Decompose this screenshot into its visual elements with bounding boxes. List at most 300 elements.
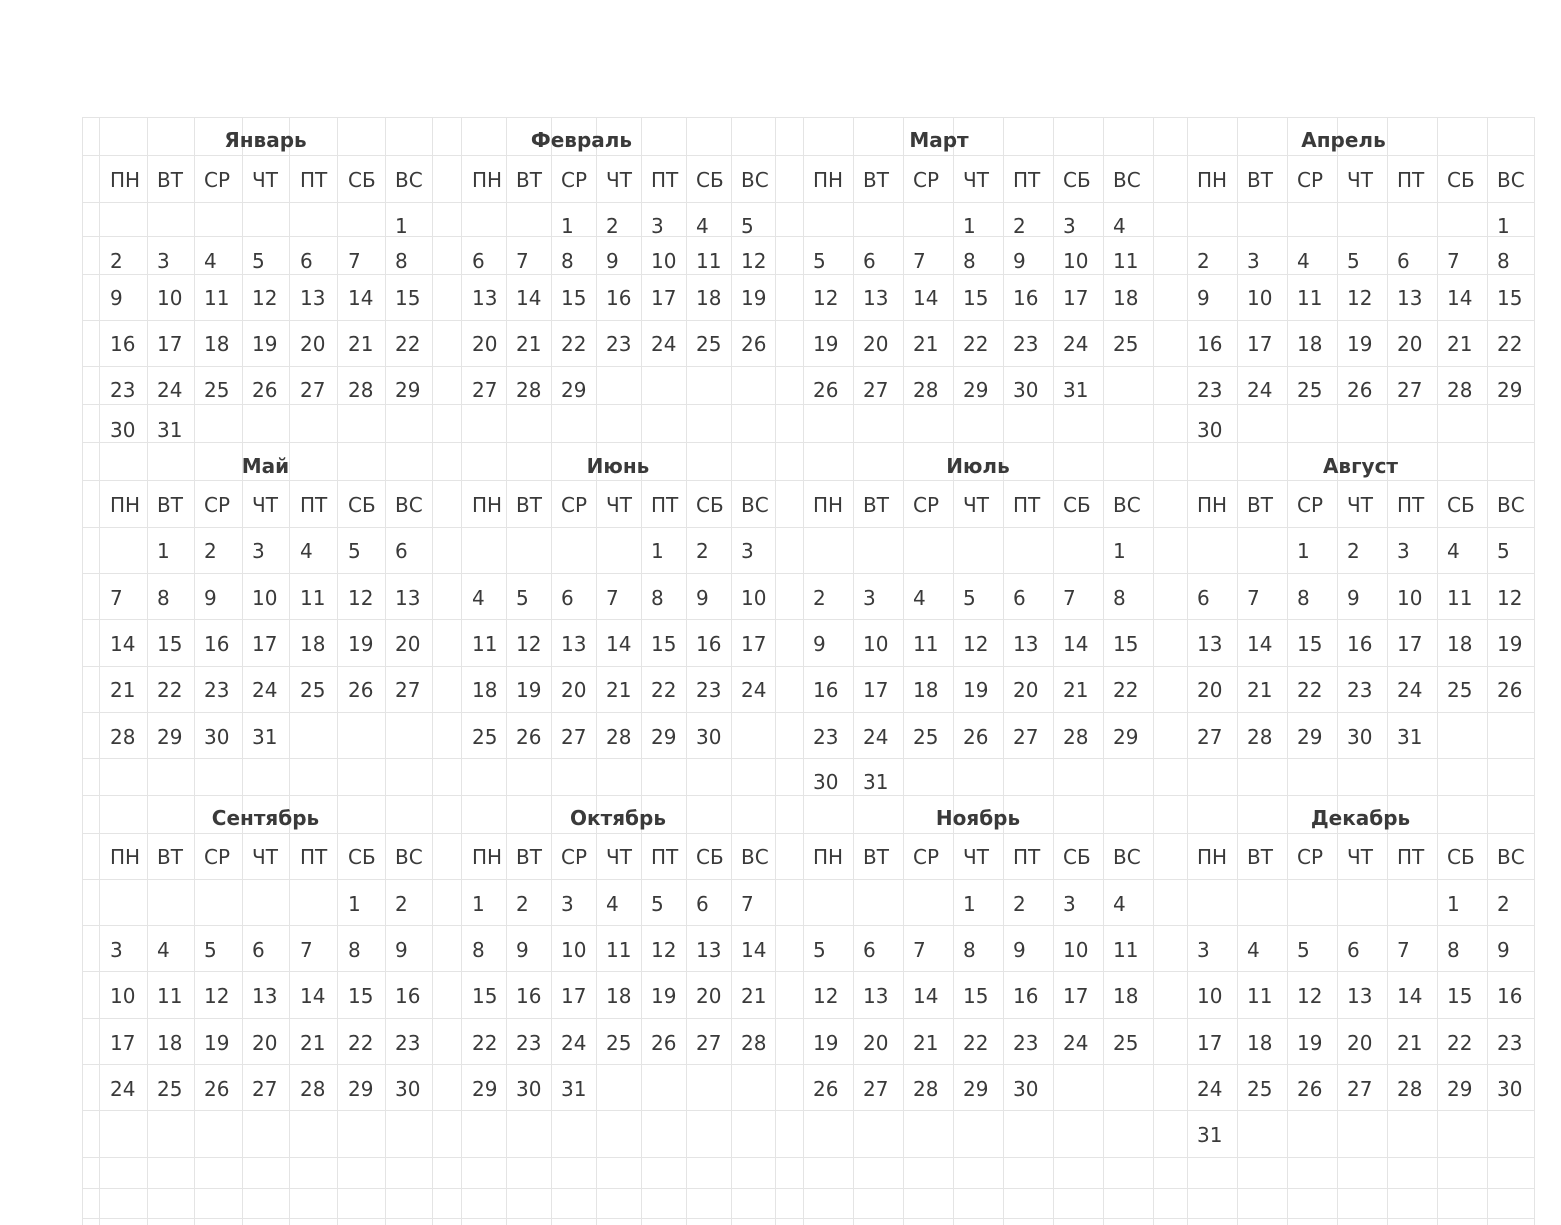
day-cell: 2 bbox=[204, 539, 217, 563]
day-cell: 8 bbox=[651, 586, 664, 610]
day-cell: 9 bbox=[606, 249, 619, 273]
day-cell: 19 bbox=[651, 984, 677, 1008]
day-cell: 16 bbox=[204, 632, 230, 656]
day-cell: 14 bbox=[1447, 286, 1473, 310]
day-cell: 9 bbox=[813, 632, 826, 656]
day-cell: 31 bbox=[157, 418, 183, 442]
day-cell: 16 bbox=[1197, 332, 1223, 356]
day-cell: 16 bbox=[606, 286, 632, 310]
day-cell: 22 bbox=[1113, 678, 1139, 702]
day-cell: 22 bbox=[395, 332, 421, 356]
weekday-header: СБ bbox=[696, 493, 724, 517]
day-cell: 10 bbox=[1063, 938, 1089, 962]
weekday-header: СБ bbox=[1447, 168, 1475, 192]
weekday-header: ПН bbox=[472, 493, 503, 517]
grid-line bbox=[432, 117, 433, 1225]
day-cell: 22 bbox=[472, 1031, 498, 1055]
day-cell: 12 bbox=[1497, 586, 1523, 610]
month-title: Март bbox=[909, 128, 969, 152]
month-title: Декабрь bbox=[1310, 806, 1411, 830]
day-cell: 8 bbox=[395, 249, 408, 273]
day-cell: 6 bbox=[561, 586, 574, 610]
day-cell: 4 bbox=[913, 586, 926, 610]
day-cell: 25 bbox=[1113, 332, 1139, 356]
day-cell: 14 bbox=[516, 286, 542, 310]
day-cell: 6 bbox=[1397, 249, 1410, 273]
grid-line bbox=[1287, 117, 1288, 1225]
day-cell: 11 bbox=[1113, 249, 1139, 273]
day-cell: 10 bbox=[1247, 286, 1273, 310]
day-cell: 12 bbox=[204, 984, 230, 1008]
weekday-header: СР bbox=[204, 493, 231, 517]
day-cell: 20 bbox=[863, 1031, 889, 1055]
day-cell: 29 bbox=[348, 1077, 374, 1101]
day-cell: 12 bbox=[813, 984, 839, 1008]
day-cell: 6 bbox=[395, 539, 408, 563]
day-cell: 22 bbox=[157, 678, 183, 702]
day-cell: 31 bbox=[252, 725, 278, 749]
day-cell: 20 bbox=[472, 332, 498, 356]
day-cell: 3 bbox=[110, 938, 123, 962]
day-cell: 12 bbox=[348, 586, 374, 610]
day-cell: 11 bbox=[1447, 586, 1473, 610]
day-cell: 27 bbox=[472, 378, 498, 402]
day-cell: 18 bbox=[157, 1031, 183, 1055]
day-cell: 3 bbox=[1063, 892, 1076, 916]
day-cell: 5 bbox=[813, 938, 826, 962]
day-cell: 27 bbox=[1347, 1077, 1373, 1101]
day-cell: 5 bbox=[1347, 249, 1360, 273]
day-cell: 29 bbox=[1113, 725, 1139, 749]
day-cell: 10 bbox=[741, 586, 767, 610]
day-cell: 24 bbox=[1247, 378, 1273, 402]
day-cell: 30 bbox=[1497, 1077, 1523, 1101]
day-cell: 20 bbox=[561, 678, 587, 702]
grid-line bbox=[82, 1018, 1534, 1019]
grid-line bbox=[337, 117, 338, 1225]
weekday-header: СР bbox=[913, 493, 940, 517]
day-cell: 25 bbox=[1113, 1031, 1139, 1055]
day-cell: 7 bbox=[348, 249, 361, 273]
day-cell: 9 bbox=[1197, 286, 1210, 310]
day-cell: 29 bbox=[651, 725, 677, 749]
day-cell: 7 bbox=[1063, 586, 1076, 610]
day-cell: 13 bbox=[863, 286, 889, 310]
day-cell: 14 bbox=[1397, 984, 1423, 1008]
day-cell: 25 bbox=[157, 1077, 183, 1101]
day-cell: 10 bbox=[252, 586, 278, 610]
day-cell: 13 bbox=[1397, 286, 1423, 310]
grid-line bbox=[1337, 117, 1338, 1225]
weekday-header: СР bbox=[561, 493, 588, 517]
day-cell: 28 bbox=[913, 1077, 939, 1101]
grid-line bbox=[82, 795, 1534, 796]
day-cell: 30 bbox=[395, 1077, 421, 1101]
weekday-header: ВТ bbox=[1247, 845, 1273, 869]
day-cell: 22 bbox=[963, 332, 989, 356]
day-cell: 21 bbox=[913, 1031, 939, 1055]
day-cell: 20 bbox=[1397, 332, 1423, 356]
day-cell: 25 bbox=[606, 1031, 632, 1055]
day-cell: 14 bbox=[606, 632, 632, 656]
grid-line bbox=[82, 442, 1534, 443]
day-cell: 24 bbox=[651, 332, 677, 356]
day-cell: 29 bbox=[561, 378, 587, 402]
day-cell: 4 bbox=[1447, 539, 1460, 563]
day-cell: 19 bbox=[741, 286, 767, 310]
day-cell: 6 bbox=[252, 938, 265, 962]
day-cell: 13 bbox=[1013, 632, 1039, 656]
day-cell: 16 bbox=[395, 984, 421, 1008]
day-cell: 15 bbox=[395, 286, 421, 310]
day-cell: 18 bbox=[1113, 286, 1139, 310]
day-cell: 17 bbox=[1397, 632, 1423, 656]
day-cell: 19 bbox=[1497, 632, 1523, 656]
day-cell: 2 bbox=[696, 539, 709, 563]
weekday-header: ВС bbox=[1497, 845, 1525, 869]
day-cell: 15 bbox=[1447, 984, 1473, 1008]
day-cell: 6 bbox=[1347, 938, 1360, 962]
day-cell: 28 bbox=[1247, 725, 1273, 749]
weekday-header: ВТ bbox=[516, 493, 542, 517]
day-cell: 9 bbox=[1013, 249, 1026, 273]
day-cell: 11 bbox=[606, 938, 632, 962]
weekday-header: ВТ bbox=[516, 845, 542, 869]
weekday-header: ВТ bbox=[157, 168, 183, 192]
day-cell: 21 bbox=[913, 332, 939, 356]
day-cell: 28 bbox=[741, 1031, 767, 1055]
day-cell: 10 bbox=[157, 286, 183, 310]
weekday-header: ПТ bbox=[1397, 845, 1425, 869]
day-cell: 15 bbox=[1497, 286, 1523, 310]
day-cell: 12 bbox=[516, 632, 542, 656]
day-cell: 22 bbox=[963, 1031, 989, 1055]
day-cell: 25 bbox=[696, 332, 722, 356]
day-cell: 2 bbox=[110, 249, 123, 273]
day-cell: 3 bbox=[1197, 938, 1210, 962]
day-cell: 8 bbox=[1297, 586, 1310, 610]
day-cell: 9 bbox=[395, 938, 408, 962]
day-cell: 16 bbox=[696, 632, 722, 656]
month-title: Август bbox=[1322, 454, 1399, 478]
grid-line bbox=[82, 117, 83, 1225]
day-cell: 24 bbox=[252, 678, 278, 702]
grid-line bbox=[775, 117, 776, 1225]
weekday-header: СБ bbox=[348, 845, 376, 869]
day-cell: 17 bbox=[1063, 286, 1089, 310]
day-cell: 21 bbox=[606, 678, 632, 702]
day-cell: 13 bbox=[863, 984, 889, 1008]
weekday-header: ЧТ bbox=[606, 845, 632, 869]
grid-line bbox=[803, 117, 804, 1225]
day-cell: 20 bbox=[300, 332, 326, 356]
day-cell: 6 bbox=[1197, 586, 1210, 610]
day-cell: 27 bbox=[1397, 378, 1423, 402]
day-cell: 9 bbox=[110, 286, 123, 310]
day-cell: 6 bbox=[1013, 586, 1026, 610]
weekday-header: ЧТ bbox=[252, 845, 278, 869]
grid-line bbox=[147, 117, 148, 1225]
day-cell: 21 bbox=[516, 332, 542, 356]
day-cell: 28 bbox=[913, 378, 939, 402]
day-cell: 9 bbox=[1013, 938, 1026, 962]
day-cell: 10 bbox=[1063, 249, 1089, 273]
day-cell: 11 bbox=[204, 286, 230, 310]
day-cell: 5 bbox=[1297, 938, 1310, 962]
day-cell: 19 bbox=[1347, 332, 1373, 356]
day-cell: 15 bbox=[651, 632, 677, 656]
day-cell: 3 bbox=[1063, 214, 1076, 238]
day-cell: 1 bbox=[1113, 539, 1126, 563]
day-cell: 29 bbox=[395, 378, 421, 402]
weekday-header: ВТ bbox=[863, 168, 889, 192]
day-cell: 17 bbox=[863, 678, 889, 702]
day-cell: 14 bbox=[1247, 632, 1273, 656]
day-cell: 17 bbox=[561, 984, 587, 1008]
day-cell: 14 bbox=[348, 286, 374, 310]
day-cell: 8 bbox=[472, 938, 485, 962]
day-cell: 10 bbox=[110, 984, 136, 1008]
day-cell: 18 bbox=[204, 332, 230, 356]
grid-line bbox=[82, 573, 1534, 574]
grid-line bbox=[1437, 117, 1438, 1225]
day-cell: 2 bbox=[1497, 892, 1510, 916]
month-title: Июль bbox=[946, 454, 1010, 478]
day-cell: 22 bbox=[1497, 332, 1523, 356]
weekday-header: СР bbox=[913, 168, 940, 192]
weekday-header: ПТ bbox=[651, 168, 679, 192]
weekday-header: ВТ bbox=[516, 168, 542, 192]
day-cell: 3 bbox=[741, 539, 754, 563]
day-cell: 23 bbox=[516, 1031, 542, 1055]
day-cell: 3 bbox=[1247, 249, 1260, 273]
grid-line bbox=[82, 666, 1534, 667]
weekday-header: СР bbox=[913, 845, 940, 869]
day-cell: 31 bbox=[863, 770, 889, 794]
day-cell: 10 bbox=[561, 938, 587, 962]
grid-line bbox=[641, 117, 642, 1225]
day-cell: 23 bbox=[606, 332, 632, 356]
day-cell: 22 bbox=[651, 678, 677, 702]
day-cell: 15 bbox=[1297, 632, 1323, 656]
day-cell: 18 bbox=[913, 678, 939, 702]
weekday-header: СБ bbox=[348, 168, 376, 192]
day-cell: 26 bbox=[204, 1077, 230, 1101]
day-cell: 5 bbox=[651, 892, 664, 916]
weekday-header: ПТ bbox=[1397, 493, 1425, 517]
weekday-header: СР bbox=[204, 845, 231, 869]
day-cell: 3 bbox=[1397, 539, 1410, 563]
day-cell: 22 bbox=[561, 332, 587, 356]
weekday-header: ПТ bbox=[651, 493, 679, 517]
month-title: Июнь bbox=[586, 454, 650, 478]
day-cell: 7 bbox=[110, 586, 123, 610]
day-cell: 21 bbox=[741, 984, 767, 1008]
day-cell: 15 bbox=[963, 984, 989, 1008]
weekday-header: ВТ bbox=[1247, 168, 1273, 192]
weekday-header: СР bbox=[561, 845, 588, 869]
weekday-header: ВС bbox=[1113, 493, 1141, 517]
day-cell: 6 bbox=[472, 249, 485, 273]
day-cell: 26 bbox=[741, 332, 767, 356]
weekday-header: ЧТ bbox=[252, 168, 278, 192]
day-cell: 1 bbox=[157, 539, 170, 563]
day-cell: 30 bbox=[516, 1077, 542, 1101]
day-cell: 2 bbox=[813, 586, 826, 610]
day-cell: 11 bbox=[300, 586, 326, 610]
day-cell: 7 bbox=[516, 249, 529, 273]
weekday-header: СР bbox=[561, 168, 588, 192]
weekday-header: ВС bbox=[395, 168, 423, 192]
day-cell: 13 bbox=[1197, 632, 1223, 656]
day-cell: 26 bbox=[813, 378, 839, 402]
day-cell: 21 bbox=[300, 1031, 326, 1055]
day-cell: 5 bbox=[813, 249, 826, 273]
day-cell: 3 bbox=[157, 249, 170, 273]
day-cell: 21 bbox=[348, 332, 374, 356]
day-cell: 13 bbox=[561, 632, 587, 656]
day-cell: 18 bbox=[606, 984, 632, 1008]
day-cell: 19 bbox=[204, 1031, 230, 1055]
weekday-header: ВС bbox=[741, 168, 769, 192]
day-cell: 4 bbox=[204, 249, 217, 273]
day-cell: 24 bbox=[157, 378, 183, 402]
day-cell: 19 bbox=[813, 332, 839, 356]
day-cell: 2 bbox=[1013, 214, 1026, 238]
day-cell: 28 bbox=[1063, 725, 1089, 749]
day-cell: 14 bbox=[1063, 632, 1089, 656]
weekday-header: ЧТ bbox=[963, 845, 989, 869]
day-cell: 11 bbox=[1297, 286, 1323, 310]
day-cell: 29 bbox=[1497, 378, 1523, 402]
grid-line bbox=[82, 1218, 1534, 1219]
day-cell: 24 bbox=[110, 1077, 136, 1101]
day-cell: 27 bbox=[395, 678, 421, 702]
day-cell: 30 bbox=[110, 418, 136, 442]
weekday-header: СБ bbox=[1447, 845, 1475, 869]
weekday-header: ПТ bbox=[1013, 168, 1041, 192]
grid-line bbox=[1003, 117, 1004, 1225]
day-cell: 15 bbox=[963, 286, 989, 310]
day-cell: 28 bbox=[1397, 1077, 1423, 1101]
grid-line bbox=[82, 833, 1534, 834]
weekday-header: ВС bbox=[1113, 168, 1141, 192]
day-cell: 24 bbox=[1063, 332, 1089, 356]
day-cell: 8 bbox=[1447, 938, 1460, 962]
grid-line bbox=[82, 619, 1534, 620]
weekday-header: ЧТ bbox=[963, 493, 989, 517]
day-cell: 4 bbox=[696, 214, 709, 238]
day-cell: 19 bbox=[348, 632, 374, 656]
weekday-header: ВТ bbox=[863, 845, 889, 869]
day-cell: 16 bbox=[813, 678, 839, 702]
day-cell: 4 bbox=[157, 938, 170, 962]
month-title: Февраль bbox=[530, 128, 633, 152]
day-cell: 8 bbox=[1113, 586, 1126, 610]
day-cell: 29 bbox=[1447, 1077, 1473, 1101]
weekday-header: СБ bbox=[1063, 168, 1091, 192]
grid-line bbox=[99, 117, 100, 1225]
day-cell: 11 bbox=[1247, 984, 1273, 1008]
grid-line bbox=[82, 236, 1534, 237]
day-cell: 18 bbox=[1297, 332, 1323, 356]
day-cell: 1 bbox=[651, 539, 664, 563]
day-cell: 23 bbox=[110, 378, 136, 402]
day-cell: 15 bbox=[1113, 632, 1139, 656]
weekday-header: ПН bbox=[1197, 168, 1228, 192]
day-cell: 18 bbox=[1247, 1031, 1273, 1055]
grid-line bbox=[242, 117, 243, 1225]
day-cell: 26 bbox=[1497, 678, 1523, 702]
day-cell: 12 bbox=[1297, 984, 1323, 1008]
day-cell: 31 bbox=[1397, 725, 1423, 749]
day-cell: 3 bbox=[863, 586, 876, 610]
day-cell: 6 bbox=[863, 938, 876, 962]
grid-line bbox=[853, 117, 854, 1225]
month-title: Апрель bbox=[1301, 128, 1386, 152]
weekday-header: СБ bbox=[1063, 493, 1091, 517]
weekday-header: ПТ bbox=[1397, 168, 1425, 192]
day-cell: 27 bbox=[300, 378, 326, 402]
day-cell: 4 bbox=[1113, 892, 1126, 916]
day-cell: 16 bbox=[1013, 984, 1039, 1008]
day-cell: 7 bbox=[606, 586, 619, 610]
weekday-header: ПН bbox=[472, 168, 503, 192]
grid-line bbox=[385, 117, 386, 1225]
weekday-header: ВС bbox=[1497, 168, 1525, 192]
weekday-header: ПТ bbox=[1013, 845, 1041, 869]
day-cell: 15 bbox=[561, 286, 587, 310]
day-cell: 2 bbox=[606, 214, 619, 238]
month-title: Ноябрь bbox=[935, 806, 1021, 830]
day-cell: 17 bbox=[157, 332, 183, 356]
day-cell: 17 bbox=[1063, 984, 1089, 1008]
day-cell: 24 bbox=[741, 678, 767, 702]
day-cell: 16 bbox=[1013, 286, 1039, 310]
day-cell: 6 bbox=[696, 892, 709, 916]
weekday-header: ЧТ bbox=[252, 493, 278, 517]
day-cell: 6 bbox=[863, 249, 876, 273]
weekday-header: ЧТ bbox=[1347, 845, 1373, 869]
day-cell: 14 bbox=[300, 984, 326, 1008]
day-cell: 8 bbox=[963, 249, 976, 273]
day-cell: 19 bbox=[252, 332, 278, 356]
day-cell: 29 bbox=[157, 725, 183, 749]
grid-line bbox=[82, 925, 1534, 926]
day-cell: 7 bbox=[300, 938, 313, 962]
weekday-header: СР bbox=[1297, 845, 1324, 869]
day-cell: 23 bbox=[1347, 678, 1373, 702]
grid-line bbox=[1387, 117, 1388, 1225]
day-cell: 7 bbox=[913, 938, 926, 962]
day-cell: 25 bbox=[1447, 678, 1473, 702]
day-cell: 17 bbox=[741, 632, 767, 656]
grid-line bbox=[289, 117, 290, 1225]
grid-line bbox=[82, 971, 1534, 972]
grid-line bbox=[903, 117, 904, 1225]
grid-line bbox=[82, 758, 1534, 759]
weekday-header: ВС bbox=[395, 493, 423, 517]
grid-line bbox=[1053, 117, 1054, 1225]
day-cell: 23 bbox=[204, 678, 230, 702]
grid-line bbox=[1103, 117, 1104, 1225]
day-cell: 2 bbox=[516, 892, 529, 916]
day-cell: 5 bbox=[204, 938, 217, 962]
day-cell: 12 bbox=[963, 632, 989, 656]
weekday-header: ПН bbox=[813, 493, 844, 517]
month-title: Сентябрь bbox=[211, 806, 320, 830]
day-cell: 29 bbox=[472, 1077, 498, 1101]
